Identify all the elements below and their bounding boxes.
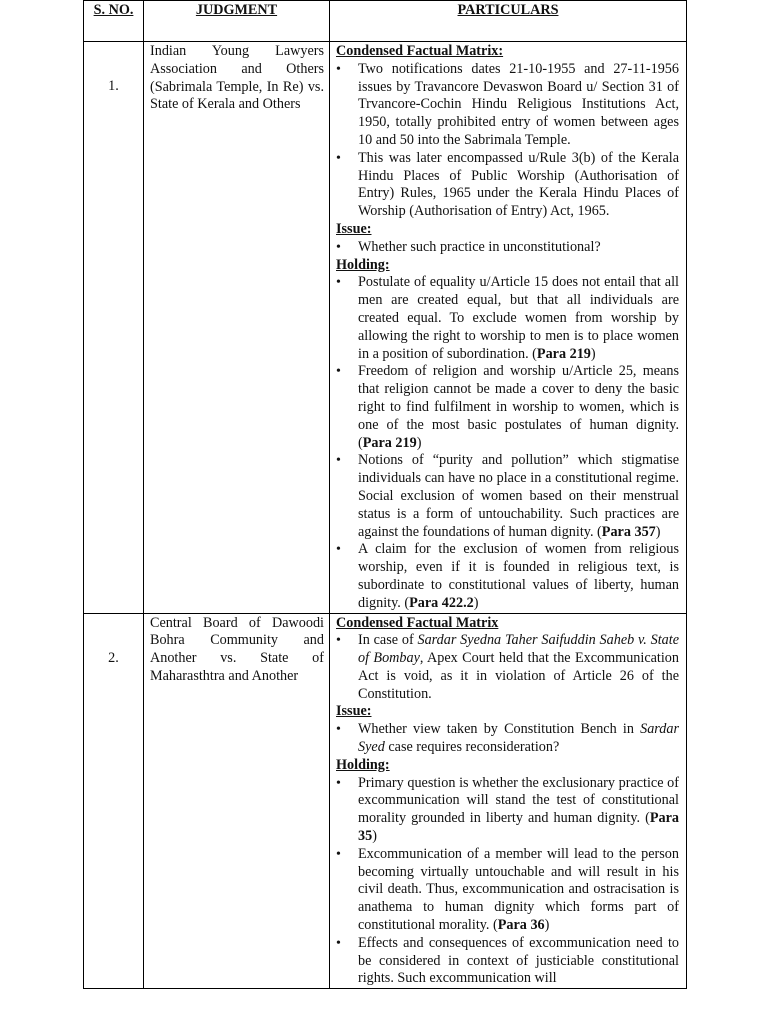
particulars-cell <box>330 613 687 989</box>
row-sno-cell <box>84 42 144 614</box>
para-ref: Para 35 <box>358 810 679 845</box>
facts-list <box>336 61 679 221</box>
judgments-table <box>83 0 687 989</box>
particulars-cell <box>330 42 687 614</box>
holdings-list <box>336 775 679 989</box>
para-ref: Para 357 <box>601 523 656 540</box>
list-item: • A claim for the exclusion of women from religious worship, even if it is founded in religious text, is subordinate to constitutional values of liberty, human dignity. (Para 422.2) <box>358 541 679 612</box>
list-item: • Whether such practice in unconstitutional? <box>358 239 679 257</box>
header-row <box>84 1 687 42</box>
list-item: • Postulate of equality u/Article 15 does not entail that all men are created equal, but that all individuals are created equal. To exclude women from worship by allowing the right to worship to men is to place women in a position of subordination. (Para 219) <box>358 274 679 363</box>
header-judgment: JUDGMENT <box>144 1 330 42</box>
header-particulars: PARTICULARS <box>330 1 687 42</box>
para-ref: Para 36 <box>497 917 545 934</box>
facts-heading: Condensed Factual Matrix <box>336 614 499 631</box>
issues-list <box>336 239 679 257</box>
table-row <box>84 613 687 989</box>
list-item: • Two notifications dates 21-10-1955 and 27-11-1956 issues by Travancore Devaswon Board u/ Section 31 of Trvancore-Cochin Hindu Religious Institutions Act, 1950, totally prohibited entry of women between ages 10 and 50 into the Sabrimala Temple. <box>358 61 679 150</box>
judgment-cell: Central Board of Dawoodi Bohra Community and Another vs. State of Maharasthtra and Another <box>144 613 330 989</box>
row-sno: 1. <box>108 78 119 94</box>
holding-heading: Holding: <box>336 756 390 773</box>
holding-heading: Holding: <box>336 256 390 273</box>
issue-heading: Issue: <box>336 220 372 237</box>
list-item: • Freedom of religion and worship u/Article 25, means that religion cannot be made a cover to deny the basic right to find fulfilment in worship to women, which is one of the most basic postulates of human dignity. (Para 219) <box>358 363 679 452</box>
holdings-list <box>336 274 679 612</box>
judgment-cell: Indian Young Lawyers Association and Others (Sabrimala Temple, In Re) vs. State of Kerala and Others <box>144 42 330 614</box>
table-row <box>84 42 687 614</box>
list-item: • In case of Sardar Syedna Taher Saifuddin Saheb v. State of Bombay, Apex Court held that the Excommunication Act is void, as it in violation of Article 26 of the Constitution. <box>358 632 679 703</box>
list-item: • Excommunication of a member will lead to the person becoming virtually untouchable and will result in his civil death. Thus, excommunication and ostracisation is anathema to human dignity which forms part of constitutional morality. (Para 36) <box>358 846 679 935</box>
issue-heading: Issue: <box>336 703 372 720</box>
para-ref: Para 219 <box>536 345 591 362</box>
para-ref: Para 422.2 <box>409 594 474 611</box>
list-item: • Notions of “purity and pollution” which stigmatise individuals can have no place in a constitutional regime. Social exclusion of women based on their menstrual status is a form of untouchability. Such practices are against the foundations of human dignity. (Para 357) <box>358 452 679 541</box>
facts-heading: Condensed Factual Matrix: <box>336 43 504 59</box>
header-sno: S. NO. <box>84 1 144 42</box>
row-sno-cell <box>84 613 144 989</box>
list-item: • Primary question is whether the exclusionary practice of excommunication will stand the test of constitutional morality grounded in liberty and human dignity. (Para 35) <box>358 775 679 846</box>
issues-list <box>336 721 679 757</box>
para-ref: Para 219 <box>362 434 417 451</box>
list-item: • Whether view taken by Constitution Bench in Sardar Syed case requires reconsideration? <box>358 721 679 757</box>
facts-list <box>336 632 679 703</box>
list-item: • Effects and consequences of excommunication need to be considered in context of justiciable constitutional rights. Such excommunication will <box>358 935 679 988</box>
list-item: • This was later encompassed u/Rule 3(b) of the Kerala Hindu Places of Public Worship (Authorisation of Entry) Rules, 1965 under the Kerala Hindu Places of Worship (Authorisation of Entry) Act, 1965. <box>358 150 679 221</box>
row-sno: 2. <box>108 649 119 666</box>
